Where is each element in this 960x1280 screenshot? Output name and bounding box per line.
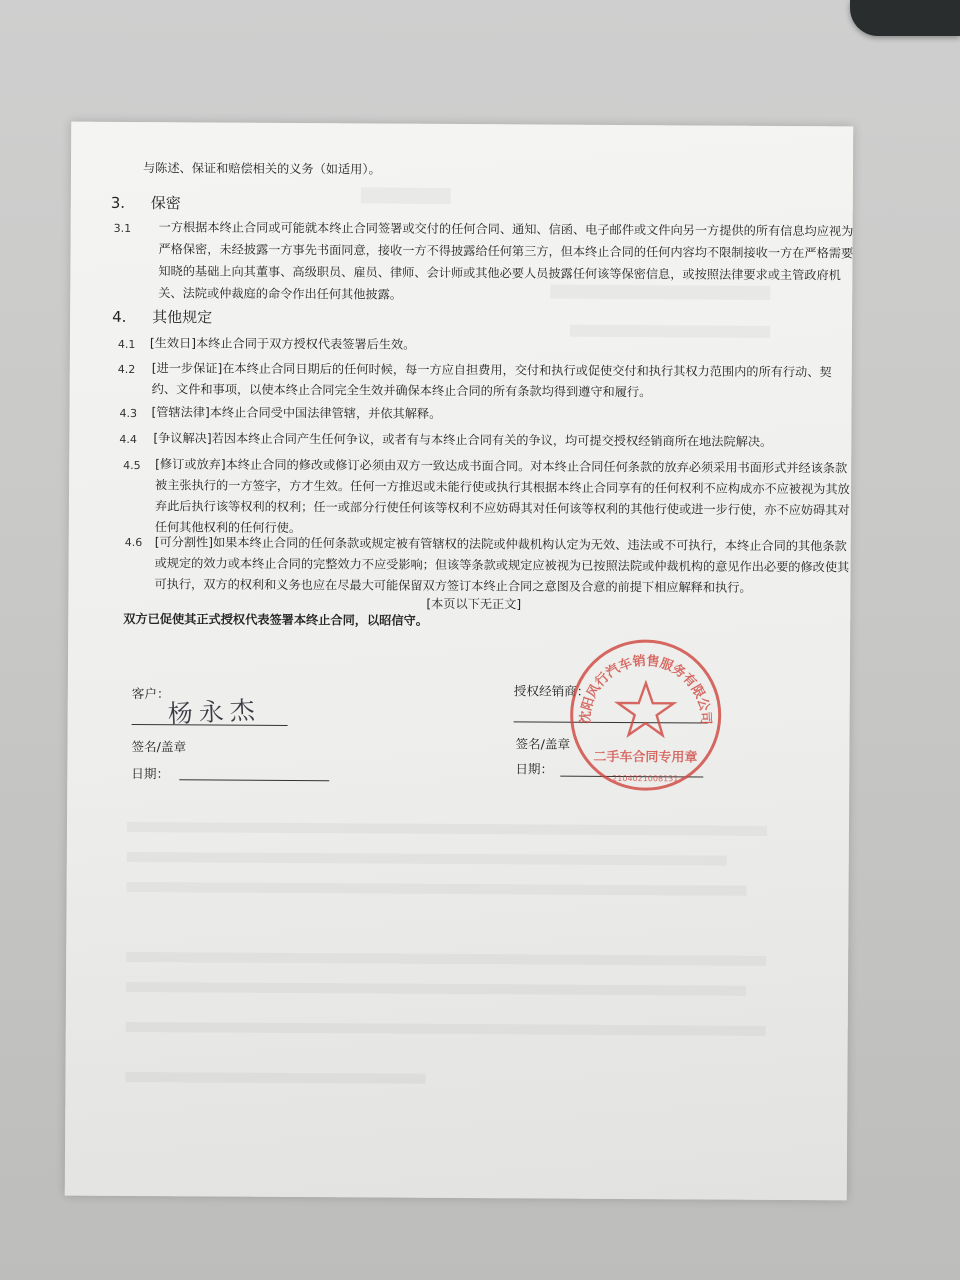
clause-4-6-number: 4.6: [124, 535, 143, 550]
seal-ring-text: 沈阳风行汽车销售服务有限公司: [578, 653, 713, 726]
clause-4-5-line: [修订或放弃]本终止合同的修改或修订必须由双方一致达成书面合同。对本终止合同任何条款的放弃必须采用书面形式并经该条款: [155, 457, 848, 476]
dealer-date-label: 日期：: [515, 761, 554, 777]
customer-handwritten-signature: 杨永杰: [167, 695, 262, 729]
section-3-number: 3.: [110, 193, 126, 212]
clause-4-2-line: [进一步保证]在本终止合同日期后的任何时候，每一方应自担费用，交付和执行或促使交付和执行其权力范围内的所有行动、契: [151, 361, 832, 380]
dealer-label: 授权经销商：: [513, 683, 590, 699]
clause-3-1-line: 关、法院或仲裁庭的命令作出任何其他披露。: [158, 286, 403, 302]
seal-code: 2104021008131: [612, 773, 679, 784]
section-3-title: 保密: [150, 194, 181, 213]
clause-4-5-line: 任何其他权利的任何行使。: [154, 520, 302, 536]
section-3-heading: [111, 192, 181, 213]
device-corner: [850, 0, 960, 36]
continuation-text: 与陈述、保证和赔偿相关的义务（如适用）。: [142, 161, 381, 177]
clause-4-3-number: 4.3: [119, 406, 138, 421]
clause-4-4-text: [争议解决]若因本终止合同产生任何争议，或者有与本终止合同有关的争议，均可提交授权经销商所在地法院解决。: [153, 431, 773, 449]
section-4-title: 其他规定: [152, 308, 213, 327]
seal-center-text: 二手车合同专用章: [593, 749, 698, 766]
contract-page: [65, 122, 854, 1201]
company-seal: [567, 637, 724, 794]
clause-4-1-number: 4.1: [117, 337, 136, 352]
customer-date-label: 日期：: [131, 766, 170, 782]
clause-3-1-line: 一方根据本终止合同或可能就本终止合同签署或交付的任何合同、通知、信函、电子邮件或文件向另一方提供的所有信息均应视为: [158, 220, 854, 239]
clause-3-1-line: 知晓的基础上向其董事、高级职员、雇员、律师、会计师或其他必要人员披露任何该等保密信息，或按照法律要求或主管政府机: [158, 264, 841, 283]
section-4-heading: [112, 306, 212, 328]
clause-4-6-line: 可执行，双方的权利和义务也应在尽最大可能保留双方签订本终止合同之意图及合意的前提下相应解释和执行。: [154, 577, 752, 595]
customer-date-line: [179, 779, 329, 781]
witness-clause: 双方已促使其正式授权代表签署本终止合同，以昭信守。: [123, 611, 428, 628]
clause-4-6-line: 或规定的效力或本终止合同的完整效力不应受影响；但该等条款或规定应被视为已按照法院或仲裁机构的意见作出必要的修改使其: [154, 556, 850, 575]
clause-4-5-line: 弃此后执行该等权利的权利；任一或部分行使任何该等权利不应妨碍其对任何该等权利的其他行使或进一步行使，亦不应妨碍其对: [154, 499, 850, 518]
clause-4-6-line: [可分割性]如果本终止合同的任何条款或规定被有管辖权的法院或仲裁机构认定为无效、违法或不可执行，本终止合同的其他条款: [154, 535, 847, 554]
section-4-number: 4.: [112, 307, 127, 326]
clause-4-2-number: 4.2: [117, 362, 136, 377]
clause-4-5-line: 被主张执行的一方签字，方才生效。任何一方推迟或未能行使或执行其根据本终止合同享有的任何权利不应构成亦不应被视为其放: [155, 478, 850, 497]
clause-4-3-text: [管辖法律]本终止合同受中国法律管辖，并依其解释。: [151, 405, 442, 421]
dealer-sign-seal-label: 签名/盖章: [515, 736, 571, 752]
customer-label: 客户：: [131, 686, 170, 702]
clause-4-5-number: 4.5: [123, 458, 141, 473]
clause-3-1-number: 3.1: [113, 221, 132, 235]
clause-4-4-number: 4.4: [119, 432, 137, 447]
seal-star-icon: [618, 683, 674, 735]
clause-4-2-line: 约、文件和事项，以使本终止合同完全生效并确保本终止合同的所有条款均得到遵守和履行。: [151, 382, 652, 400]
no-text-below-note: [本页以下无正文]: [426, 596, 522, 612]
clause-3-1-line: 严格保密，未经披露一方事先书面同意，接收一方不得披露给任何第三方，但本终止合同的任何内容均不限制接收一方在严格需要: [158, 242, 854, 261]
clause-4-1-text: [生效日]本终止合同于双方授权代表签署后生效。: [149, 336, 416, 352]
customer-sign-seal-label: 签名/盖章: [131, 739, 187, 755]
